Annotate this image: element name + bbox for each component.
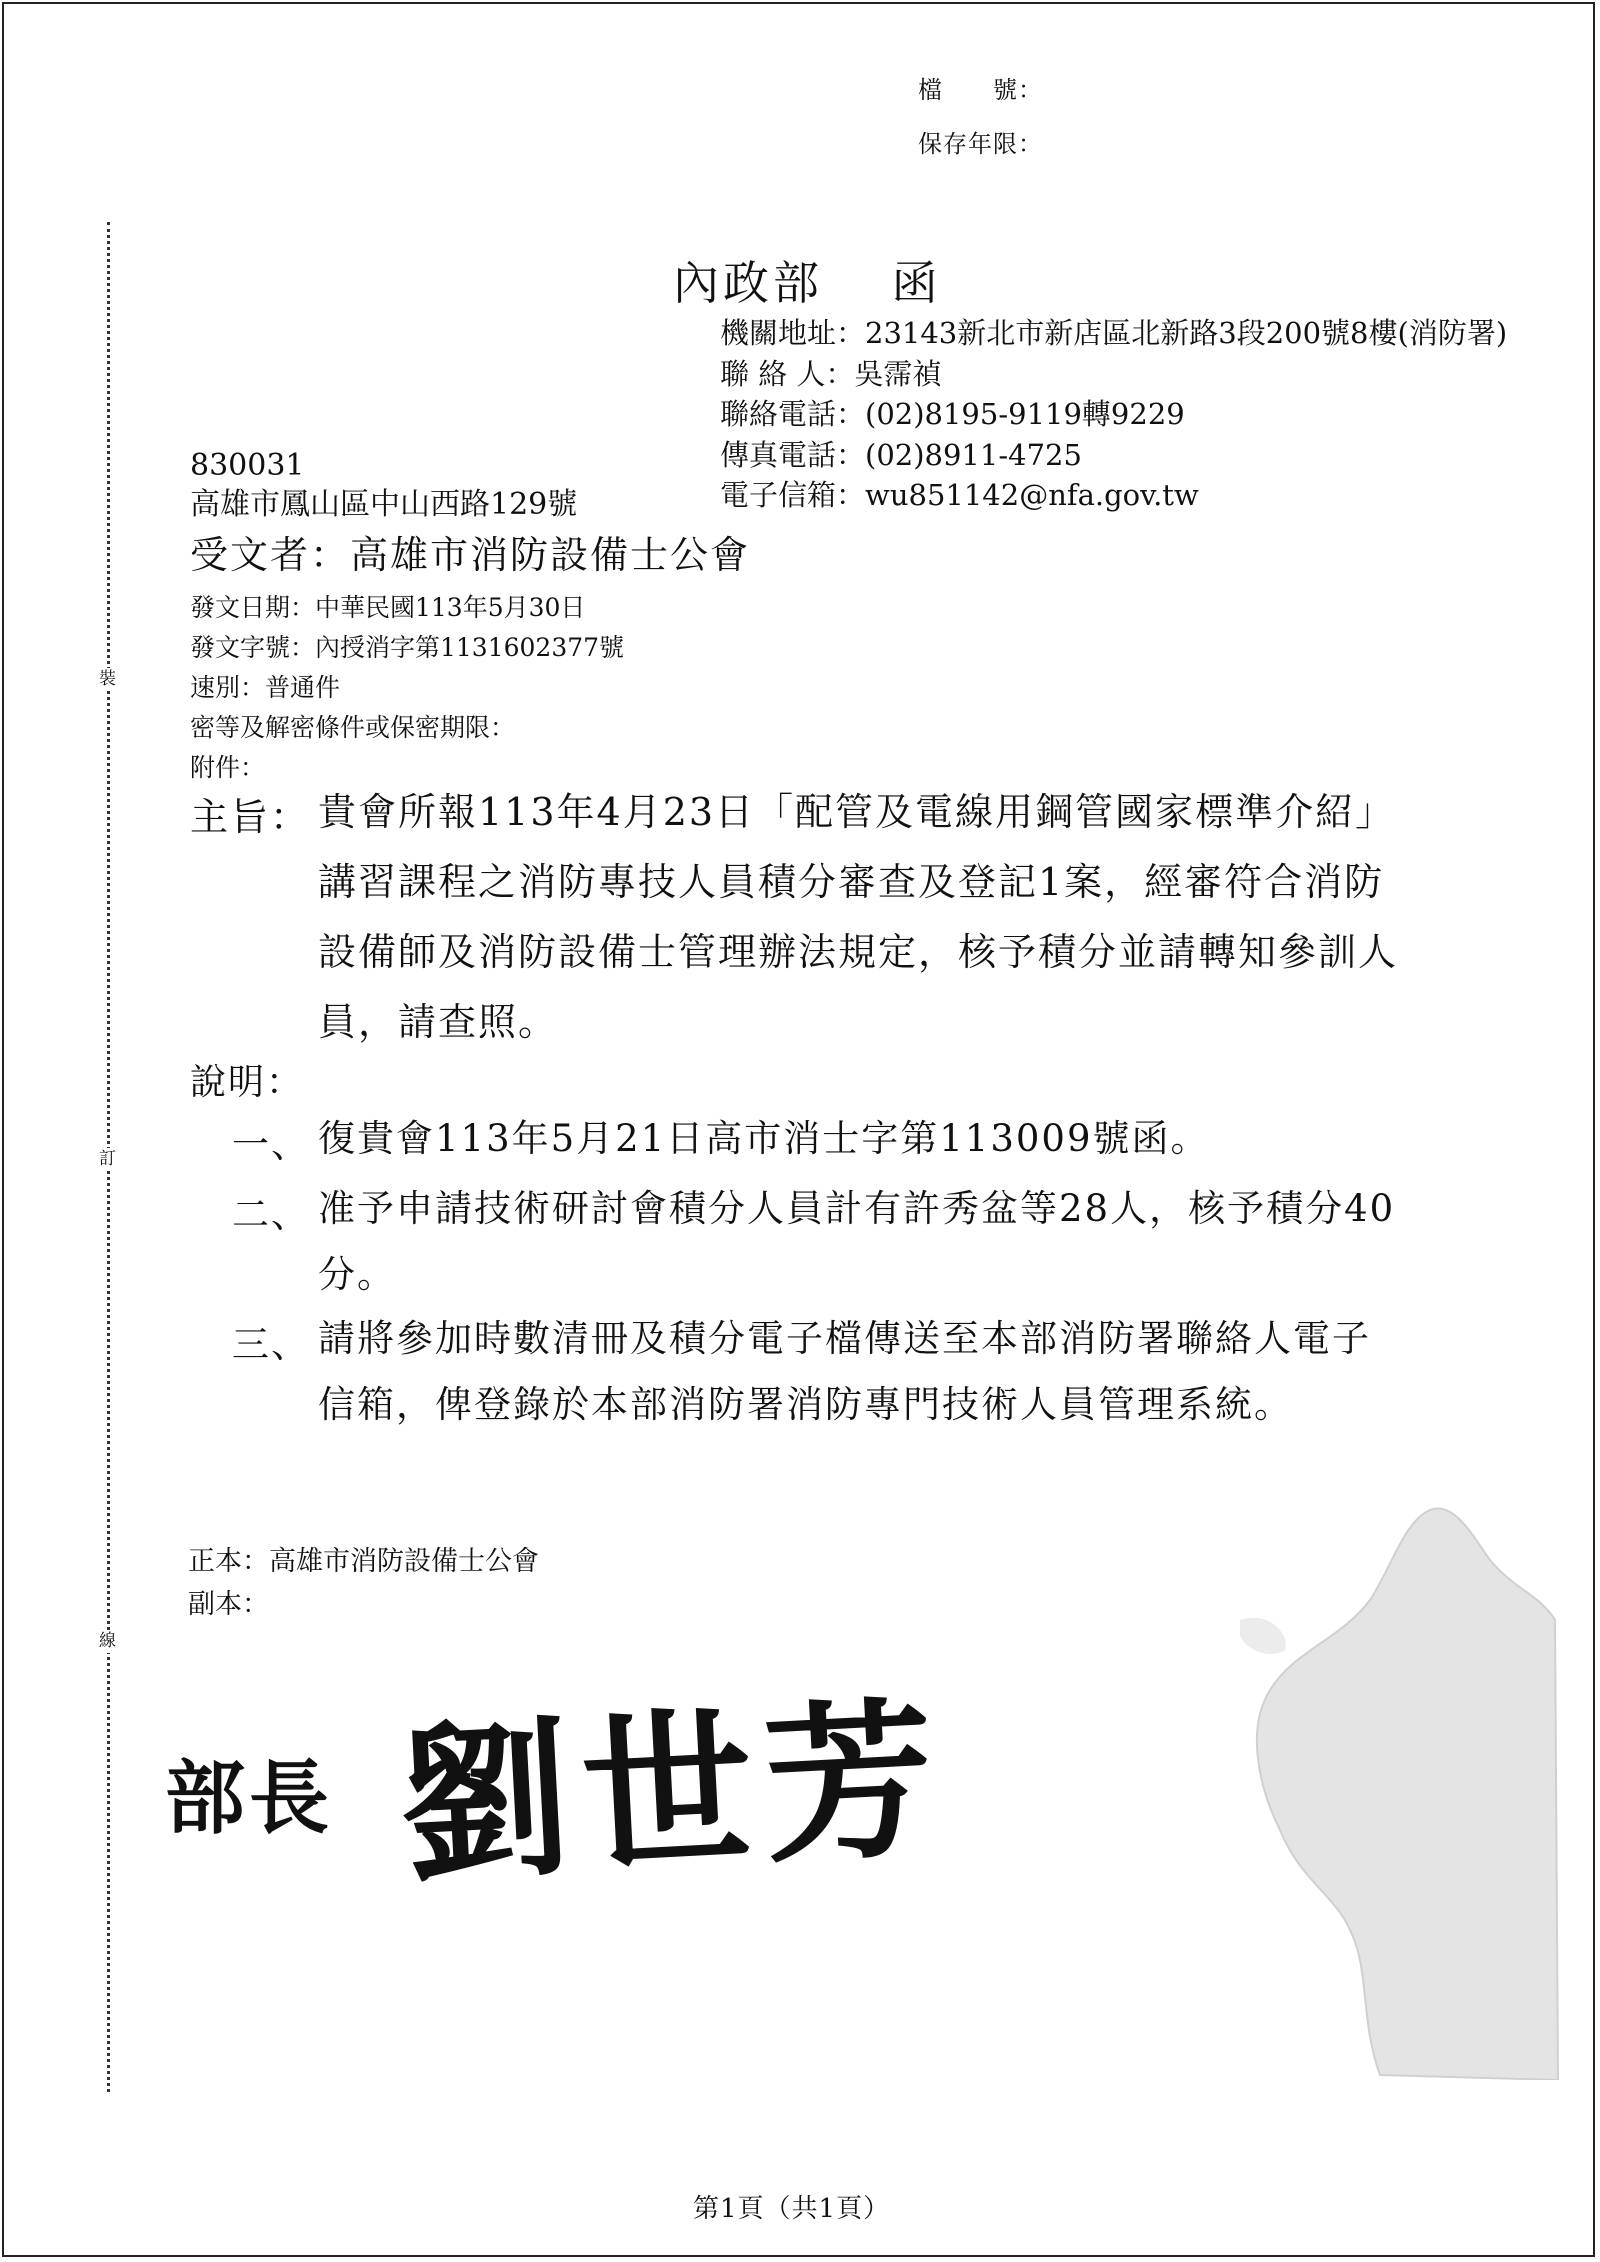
urgency: 速別：普通件 — [190, 673, 341, 702]
signature-title: 部長 — [165, 1751, 333, 1845]
attachments: 附件： — [190, 753, 266, 782]
classification: 密等及解密條件或保密期限： — [190, 713, 516, 742]
description-title: 說明： — [190, 1062, 305, 1103]
contact-phone: 聯絡電話：(02)8195-9119轉9229 — [720, 397, 1185, 432]
postal-code: 830031 — [190, 448, 305, 483]
contact-block — [720, 313, 1507, 516]
duplicate-recipient: 副本： — [188, 1589, 269, 1621]
item-number: 一、 — [232, 1123, 310, 1166]
item-number: 二、 — [232, 1193, 310, 1236]
recipient-line: 受文者：高雄市消防設備士公會 — [190, 533, 751, 577]
item-text: 准予申請技術研討會積分人員計有許秀盆等28人，核予積分40分。 — [318, 1187, 1396, 1296]
issue-date: 發文日期：中華民國113年5月30日 — [190, 593, 586, 622]
document-title: 內政部 函 — [673, 256, 942, 310]
fax-number: 傳真電話：(02)8911-4725 — [720, 437, 1082, 472]
item-text: 復貴會113年5月21日高市消士字第113009號函。 — [318, 1117, 1210, 1160]
binding-mark-zhuang: 裝 — [99, 669, 116, 689]
recipient-address: 高雄市鳳山區中山西路129號 — [190, 487, 578, 522]
binding-mark-xian: 線 — [99, 1631, 116, 1651]
retention-period-label: 保存年限： — [918, 130, 1043, 158]
contact-person: 聯 絡 人：吳霈禎 — [720, 356, 942, 391]
original-recipient: 正本：高雄市消防設備士公會 — [188, 1546, 539, 1577]
copies-block — [188, 1540, 539, 1626]
minister-signature: 劉世芳 — [395, 1678, 952, 1907]
subject-label: 主旨： — [190, 795, 311, 839]
agency-address: 機關地址：23143新北市新店區北新路3段200號8樓(消防署) — [720, 316, 1508, 350]
item-number: 三、 — [232, 1323, 310, 1366]
binding-mark-ding: 訂 — [99, 1149, 116, 1169]
archive-number-label: 檔 號： — [918, 76, 1043, 104]
paper-stain — [1240, 1500, 1560, 2080]
document-meta — [190, 588, 624, 788]
contact-email: 電子信箱：wu851142@nfa.gov.tw — [720, 478, 1199, 513]
subject-text: 貴會所報113年4月23日「配管及電線用鋼管國家標準介紹」講習課程之消防專技人員積分審查及登記1案，經審符合消防設備師及消防設備士管理辦法規定，核予積分並請轉知參訓人員，請查照。 — [318, 790, 1399, 1044]
item-text: 請將參加時數清冊及積分電子檔傳送至本部消防署聯絡人電子信箱，俾登錄於本部消防署消防專門技術人員管理系統。 — [318, 1317, 1371, 1426]
document-number: 發文字號：內授消字第1131602377號 — [190, 633, 625, 662]
page-number: 第1頁（共1頁） — [693, 2194, 891, 2224]
